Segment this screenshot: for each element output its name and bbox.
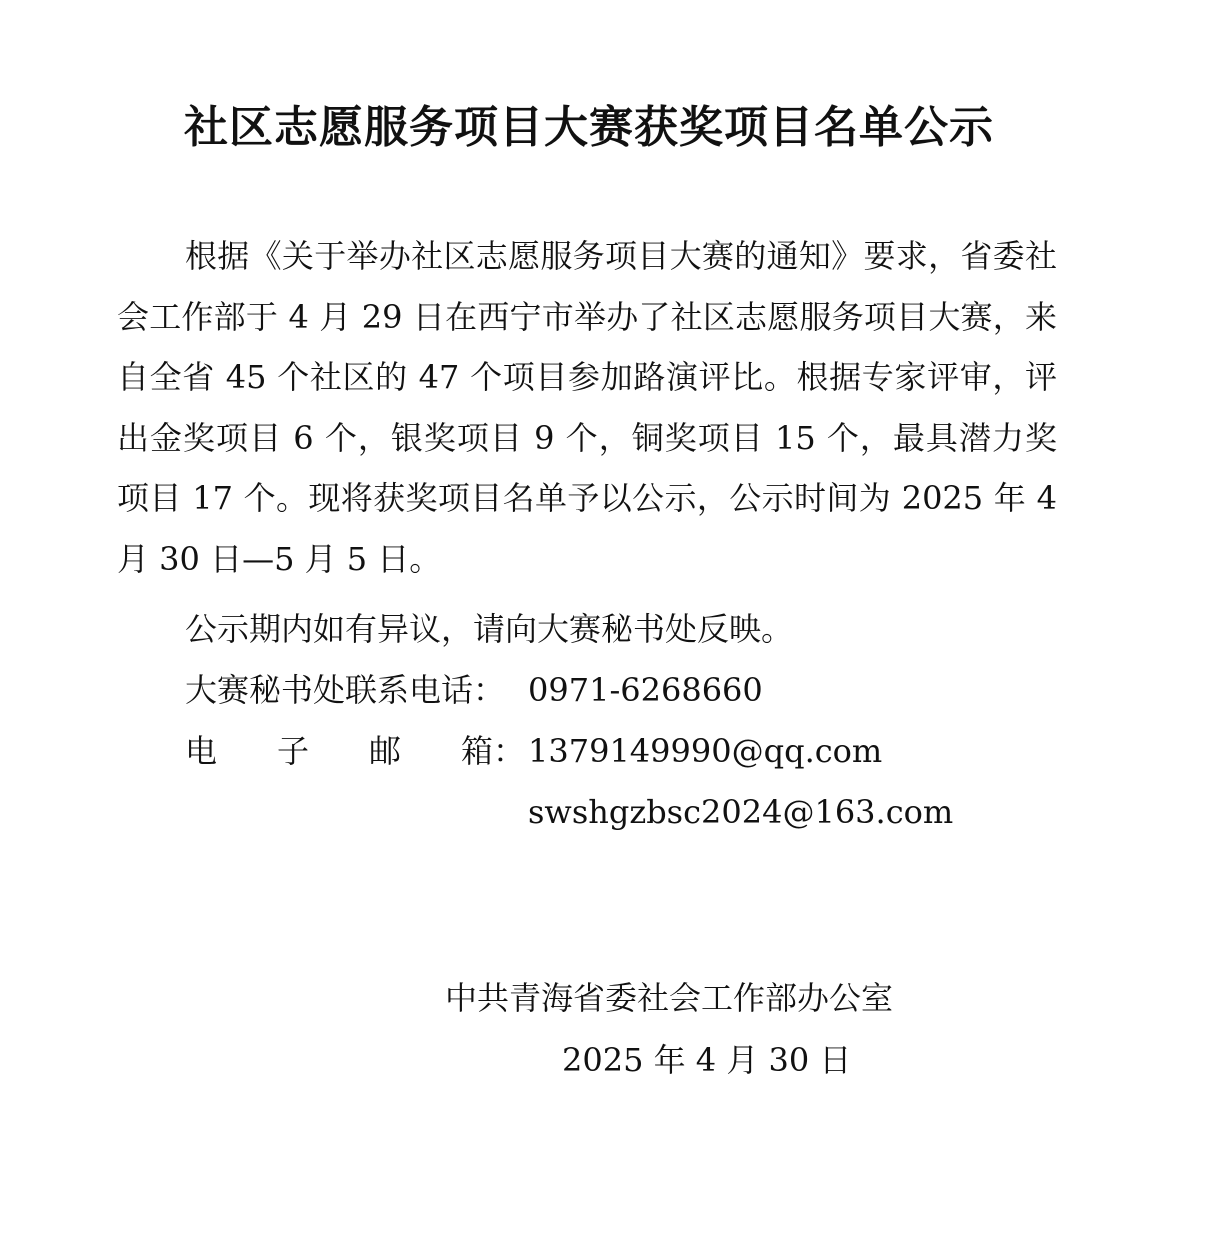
- phone-number: 0971-6268660: [528, 671, 763, 709]
- email-label-char: 邮: [369, 732, 402, 770]
- email-label-char: 子: [277, 732, 310, 770]
- document-title: 社区志愿服务项目大赛获奖项目名单公示: [184, 102, 994, 153]
- email-label: [185, 721, 525, 781]
- email-label-char: 箱：: [461, 732, 526, 770]
- email-address: 1379149990@qq.com: [528, 732, 883, 770]
- objection-notice: 公示期内如有异议，请向大赛秘书处反映。: [185, 610, 794, 648]
- phone-label: 大赛秘书处联系电话：: [185, 671, 506, 709]
- email-label-char: 电: [185, 732, 218, 770]
- main-paragraph: 根据《关于举办社区志愿服务项目大赛的通知》要求，省委社会工作部于 4 月 29 日在西宁市举办了社区志愿服务项目大赛，来自全省 45 个社区的 47 个项目参加路演评比。根据专家评审，评出金奖项目 6 个，银奖项目 9 个，铜奖项目 15 个，最具潜力奖项目 17 个。现将获奖项目名单予以公示，公示时间为 2025 年 4 月 30 日—5 月 5 日。: [117, 237, 1057, 578]
- issuing-organization: 中共青海省委社会工作部办公室: [445, 979, 894, 1017]
- issue-date: 2025 年 4 月 30 日: [562, 1041, 852, 1079]
- email-address: swshgzbsc2024@163.com: [528, 793, 954, 831]
